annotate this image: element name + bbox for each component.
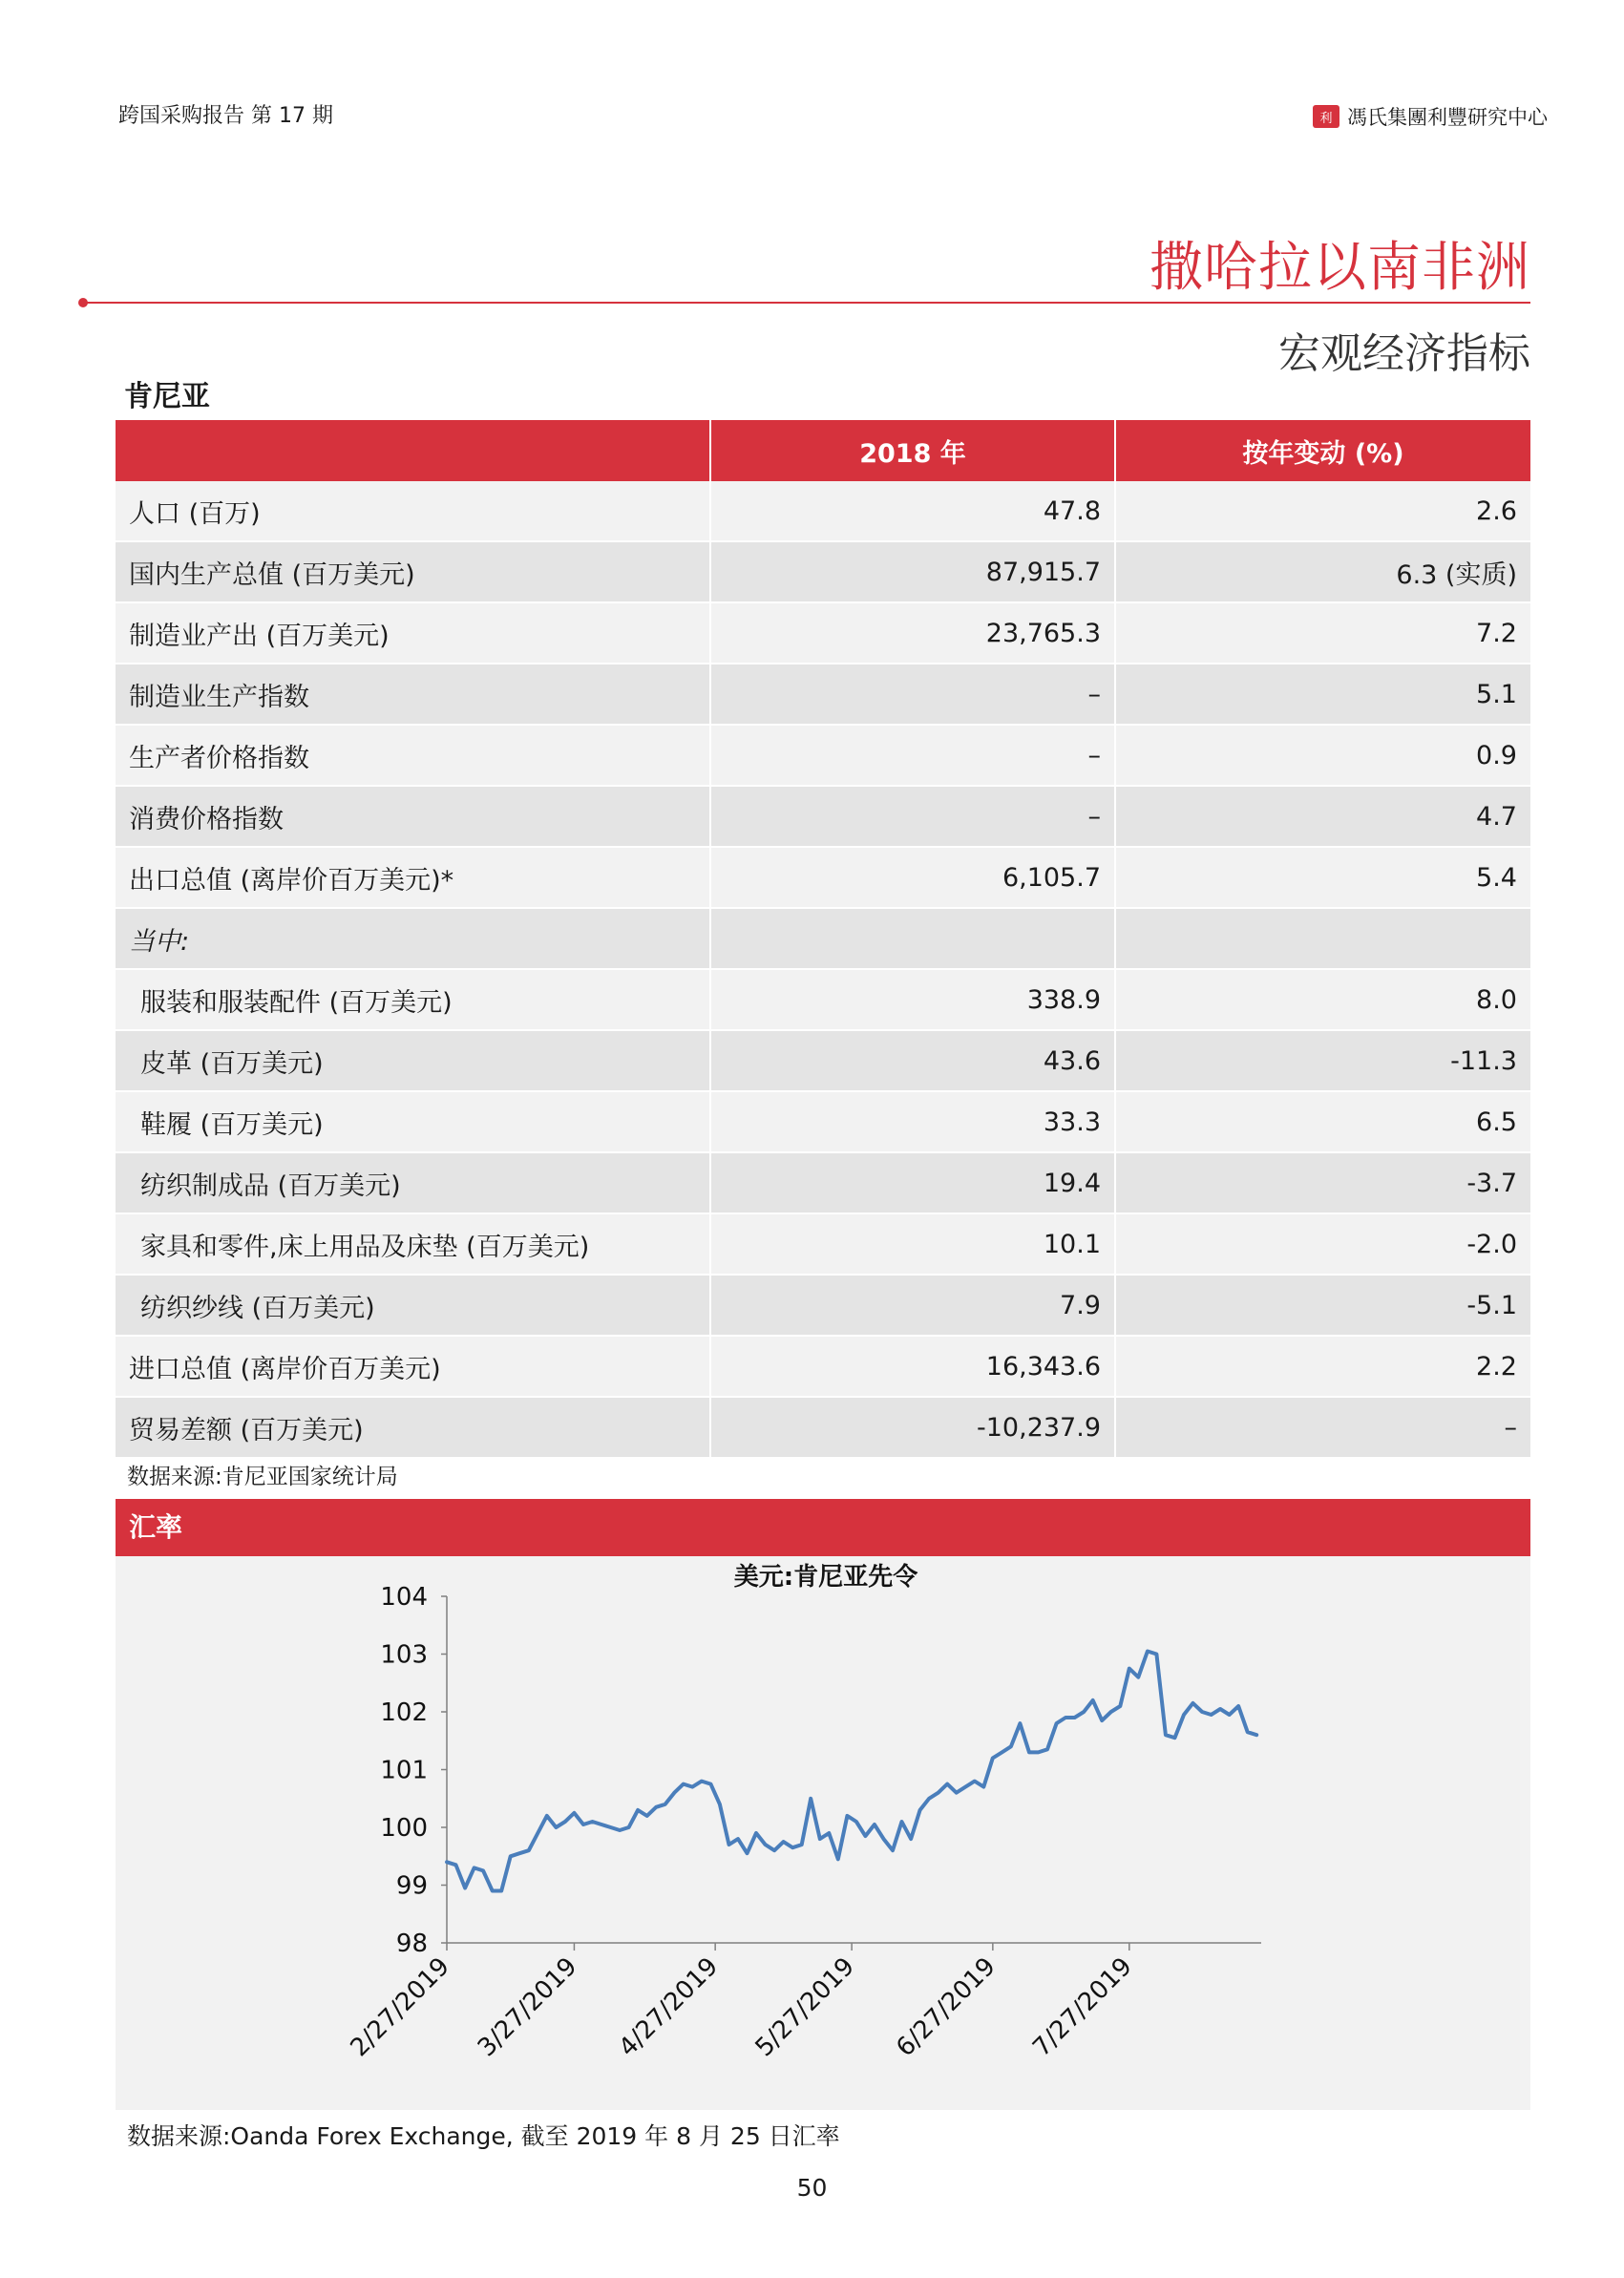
chart-source: 数据来源:Oanda Forex Exchange, 截至 2019 年 8 月 25 日汇率 [127,2122,840,2150]
y-tick-label: 104 [380,1583,428,1612]
publisher [1313,102,1548,131]
row-label: 服装和服装配件 (百万美元) [116,969,710,1030]
table-row [116,1030,1530,1091]
report-title: 跨国采购报告 第 17 期 [118,104,333,128]
value-change: -5.1 [1115,1275,1530,1336]
y-tick-label: 102 [380,1698,428,1727]
row-label: 贸易差额 (百万美元) [116,1397,710,1458]
table-row [116,1336,1530,1397]
value-2018: 19.4 [710,1152,1115,1213]
country-heading: 肯尼亚 [124,380,210,413]
value-change: 2.2 [1115,1336,1530,1397]
row-label: 出口总值 (离岸价百万美元)* [116,847,710,908]
value-change: 7.2 [1115,602,1530,664]
table-row [116,664,1530,725]
value-2018: 10.1 [710,1213,1115,1275]
fx-rate-line [447,1652,1256,1891]
value-change: 2.6 [1115,481,1530,541]
table-row [116,1213,1530,1275]
row-label: 人口 (百万) [116,481,710,541]
divider [82,302,1530,304]
table-row [116,847,1530,908]
chart-title: 美元:肯尼亚先令 [733,1563,918,1592]
value-2018: 87,915.7 [710,541,1115,602]
value-2018: 7.9 [710,1275,1115,1336]
table-row [116,1275,1530,1336]
header-cell-label [116,420,710,481]
table-row [116,908,1530,969]
row-label: 皮革 (百万美元) [116,1030,710,1091]
x-tick-label: 3/27/2019 [472,1951,583,2063]
row-label: 家具和零件,床上用品及床垫 (百万美元) [116,1213,710,1275]
value-2018: 33.3 [710,1091,1115,1152]
row-label: 当中: [116,908,710,969]
header-cell-change: 按年变动 (%) [1115,420,1530,481]
value-change: 6.3 (实质) [1115,541,1530,602]
value-2018: 43.6 [710,1030,1115,1091]
fx-chart [116,1556,1530,2110]
divider-dot [78,298,88,307]
table-row [116,1397,1530,1458]
row-label: 纺织纱线 (百万美元) [116,1275,710,1336]
table-row [116,602,1530,664]
value-2018: – [710,725,1115,786]
value-2018: 338.9 [710,969,1115,1030]
y-tick-label: 101 [380,1756,428,1785]
value-2018 [710,908,1115,969]
row-label: 消费价格指数 [116,786,710,847]
row-label: 国内生产总值 (百万美元) [116,541,710,602]
value-change: 4.7 [1115,786,1530,847]
table-header-row [116,420,1530,481]
row-label: 鞋履 (百万美元) [116,1091,710,1152]
value-change: -2.0 [1115,1213,1530,1275]
indicator-table [116,420,1530,1459]
value-change: 5.4 [1115,847,1530,908]
value-change [1115,908,1530,969]
fx-chart-panel [116,1556,1530,2110]
table-row [116,541,1530,602]
y-tick-label: 99 [395,1871,428,1901]
value-2018: – [710,664,1115,725]
table-row [116,481,1530,541]
value-2018: -10,237.9 [710,1397,1115,1458]
value-2018: – [710,786,1115,847]
x-tick-label: 5/27/2019 [749,1951,861,2063]
value-2018: 23,765.3 [710,602,1115,664]
value-2018: 47.8 [710,481,1115,541]
row-label: 制造业生产指数 [116,664,710,725]
value-change: -3.7 [1115,1152,1530,1213]
x-tick-label: 7/27/2019 [1027,1951,1138,2063]
value-2018: 6,105.7 [710,847,1115,908]
y-tick-label: 100 [380,1814,428,1843]
x-tick-label: 2/27/2019 [345,1951,455,2063]
header-cell-2018: 2018 年 [710,420,1115,481]
value-change: 8.0 [1115,969,1530,1030]
value-change: – [1115,1397,1530,1458]
y-tick-label: 98 [395,1930,428,1958]
row-label: 纺织制成品 (百万美元) [116,1152,710,1213]
section-title: 撒哈拉以南非洲 [1149,237,1530,299]
publisher-name: 馮氏集團利豐研究中心 [1347,106,1548,129]
row-label: 生产者价格指数 [116,725,710,786]
fx-heading: 汇率 [116,1499,1530,1556]
table-row [116,725,1530,786]
table-row [116,1091,1530,1152]
value-change: 0.9 [1115,725,1530,786]
value-2018: 16,343.6 [710,1336,1115,1397]
x-tick-label: 4/27/2019 [613,1951,725,2063]
row-label: 制造业产出 (百万美元) [116,602,710,664]
value-change: -11.3 [1115,1030,1530,1091]
table-row [116,1152,1530,1213]
table-source: 数据来源:肯尼亚国家统计局 [127,1465,398,1489]
value-change: 5.1 [1115,664,1530,725]
page-number: 50 [796,2174,828,2202]
table-row [116,786,1530,847]
row-label: 进口总值 (离岸价百万美元) [116,1336,710,1397]
table-row [116,969,1530,1030]
sub-title: 宏观经济指标 [1278,329,1530,378]
value-change: 6.5 [1115,1091,1530,1152]
x-tick-label: 6/27/2019 [891,1951,1002,2063]
y-tick-label: 103 [380,1640,428,1670]
company-logo-icon: 利 [1313,105,1339,128]
